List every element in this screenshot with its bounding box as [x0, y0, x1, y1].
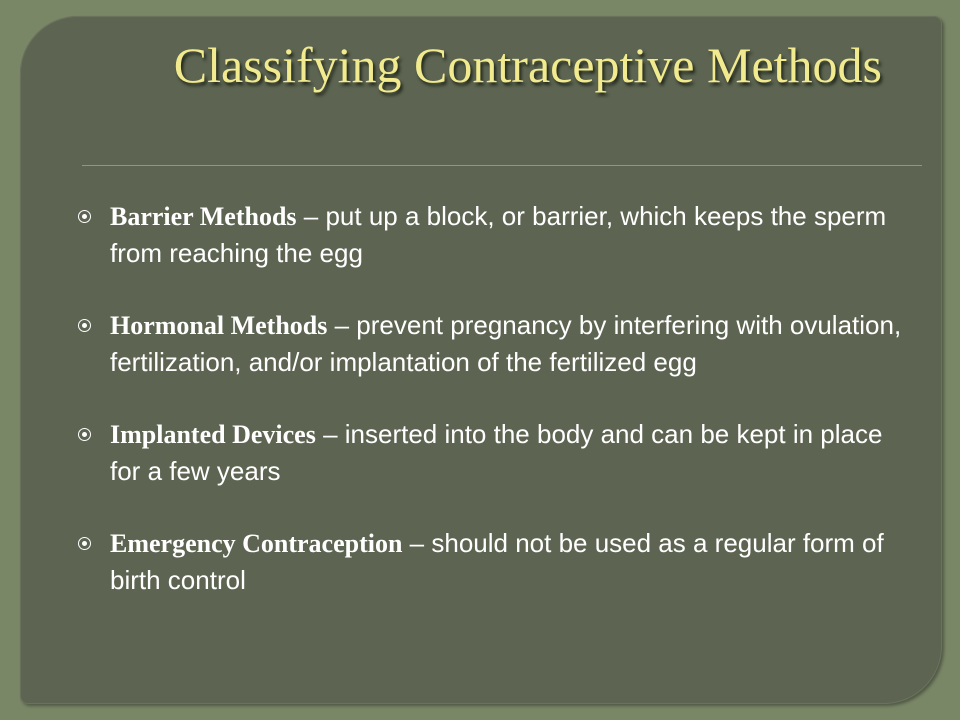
- title-divider: [82, 165, 922, 166]
- bullet-term: Implanted Devices: [110, 420, 316, 449]
- bullet-description: – inserted into the body and can be kept in place for a few years: [110, 419, 883, 486]
- bullet-description: – put up a block, or barrier, which keeps the sperm from reaching the egg: [110, 201, 887, 268]
- bullet-description: – prevent pregnancy by interfering with ovulation, fertilization, and/or implantation of the fertilized egg: [110, 310, 902, 377]
- bullet-term: Emergency Contraception: [110, 529, 403, 558]
- bullet-item-emergency-contraception: [78, 525, 908, 598]
- circled-dot-bullet-icon: [78, 319, 91, 332]
- bullet-term: Hormonal Methods: [110, 311, 328, 340]
- slide-title: Classifying Contraceptive Methods: [173, 37, 882, 93]
- bullet-list: [78, 198, 908, 634]
- bullet-item-implanted-devices: [78, 416, 908, 489]
- bullet-item-barrier-methods: [78, 198, 908, 271]
- bullet-item-hormonal-methods: [78, 307, 908, 380]
- circled-dot-bullet-icon: [78, 537, 91, 550]
- circled-dot-bullet-icon: [78, 210, 91, 223]
- bullet-description: – should not be used as a regular form of birth control: [110, 528, 884, 595]
- circled-dot-bullet-icon: [78, 428, 91, 441]
- bullet-term: Barrier Methods: [110, 202, 297, 231]
- slide-panel: [20, 16, 942, 704]
